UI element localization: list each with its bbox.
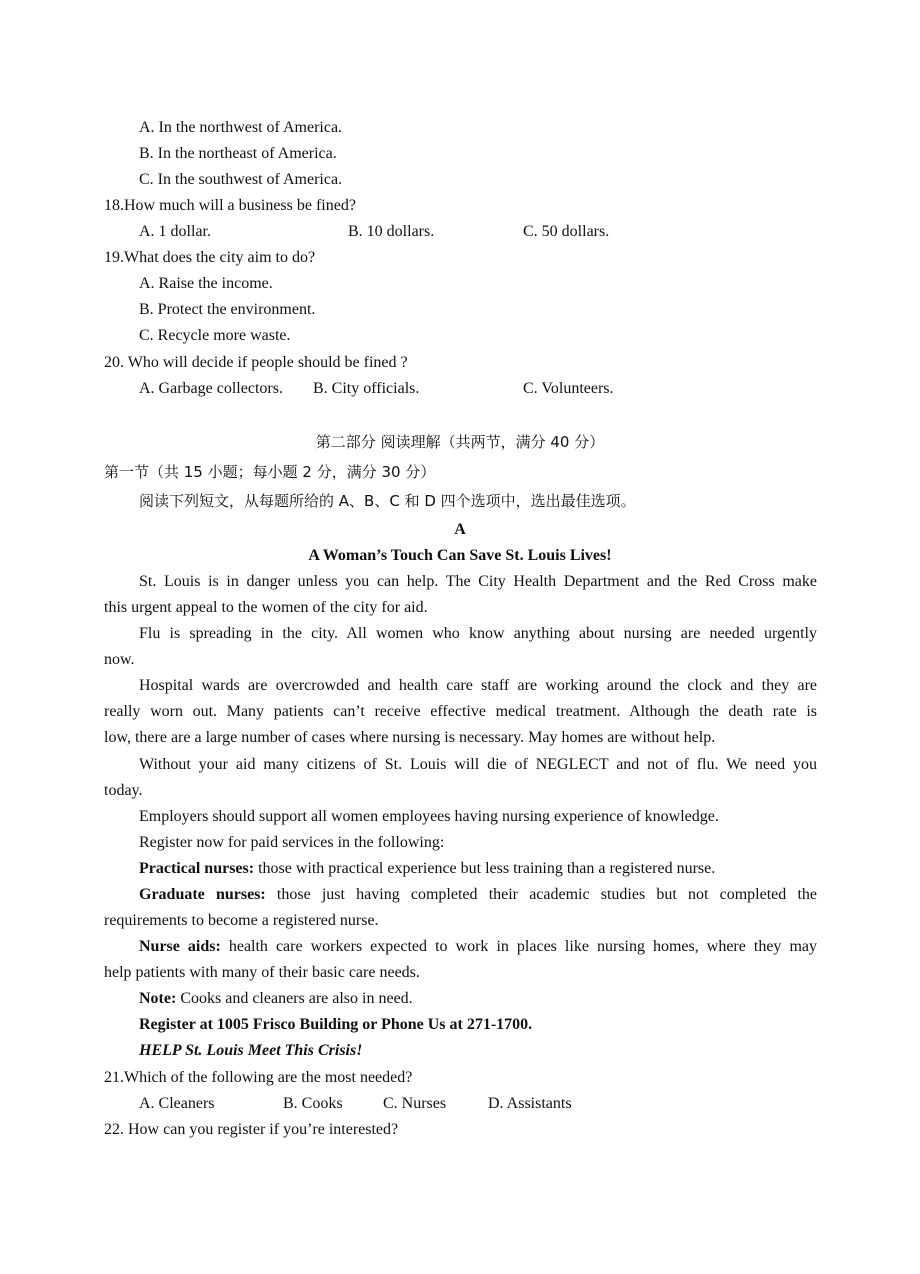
q20-option-c: C. Volunteers. bbox=[523, 380, 614, 397]
paragraph-3-line-3: low, there are a large number of cases where nursing is necessary. May homes are without help. bbox=[104, 729, 716, 746]
q18-option-a: A. 1 dollar. bbox=[139, 223, 211, 240]
nurse-aids-line-1 bbox=[139, 934, 817, 960]
graduate-nurses-label: Graduate nurses: bbox=[139, 886, 266, 903]
q18-option-b: B. 10 dollars. bbox=[348, 223, 435, 240]
q19-option-a: A. Raise the income. bbox=[139, 275, 273, 292]
graduate-nurses-line-2: requirements to become a registered nurse. bbox=[104, 912, 379, 929]
paragraph-6: Register now for paid services in the following: bbox=[139, 834, 445, 851]
paragraph-3-line-1: Hospital wards are overcrowded and health care staff are working around the clock and they are bbox=[139, 677, 817, 694]
q21-option-b: B. Cooks bbox=[283, 1095, 343, 1112]
passage-title: A Woman’s Touch Can Save St. Louis Lives! bbox=[308, 547, 612, 564]
q19-stem: 19.What does the city aim to do? bbox=[104, 249, 316, 266]
passage-letter: A bbox=[454, 521, 466, 538]
q21-option-d: D. Assistants bbox=[488, 1095, 572, 1112]
paragraph-4-line-2: today. bbox=[104, 782, 143, 799]
q20-option-a: A. Garbage collectors. bbox=[139, 380, 283, 397]
practical-nurses-label: Practical nurses: bbox=[139, 860, 255, 877]
nurse-aids-label: Nurse aids: bbox=[139, 938, 221, 955]
register-line: Register at 1005 Frisco Building or Phone Us at 271-1700. bbox=[139, 1016, 533, 1033]
reading-instruction: 阅读下列短文，从每题所给的 A、B、C 和 D 四个选项中，选出最佳选项。 bbox=[139, 492, 636, 510]
paragraph-5: Employers should support all women employees having nursing experience of knowledge. bbox=[139, 808, 719, 825]
q17-option-a: A. In the northwest of America. bbox=[139, 119, 343, 136]
paragraph-3-line-2: really worn out. Many patients can’t receive effective medical treatment. Although the death rate is bbox=[104, 703, 817, 720]
practical-nurses-line bbox=[139, 856, 817, 882]
q18-options bbox=[139, 219, 817, 245]
graduate-nurses-line-1 bbox=[139, 882, 817, 908]
paragraph-2-line-2: now. bbox=[104, 651, 135, 668]
paragraph-1-line-1: St. Louis is in danger unless you can help. The City Health Department and the Red Cross make bbox=[139, 573, 817, 590]
q21-stem: 21.Which of the following are the most needed? bbox=[104, 1069, 413, 1086]
section1-heading: 第一节（共 15 小题；每小题 2 分，满分 30 分） bbox=[104, 463, 436, 481]
graduate-nurses-text: those just having completed their academic studies but not completed the bbox=[265, 886, 817, 903]
note-label: Note: bbox=[139, 990, 177, 1007]
part2-title: 第二部分 阅读理解（共两节，满分 40 分） bbox=[315, 433, 605, 451]
note-line bbox=[139, 986, 817, 1012]
q19-option-b: B. Protect the environment. bbox=[139, 301, 316, 318]
q21-option-c: C. Nurses bbox=[383, 1095, 447, 1112]
q21-options bbox=[139, 1091, 817, 1117]
q20-options bbox=[139, 376, 817, 402]
q20-option-b: B. City officials. bbox=[313, 380, 420, 397]
paragraph-1-line-2: this urgent appeal to the women of the city for aid. bbox=[104, 599, 428, 616]
nurse-aids-line-2: help patients with many of their basic care needs. bbox=[104, 964, 420, 981]
q22-stem: 22. How can you register if you’re interested? bbox=[104, 1121, 399, 1138]
q19-option-c: C. Recycle more waste. bbox=[139, 327, 291, 344]
q17-option-b: B. In the northeast of America. bbox=[139, 145, 337, 162]
note-text: Cooks and cleaners are also in need. bbox=[176, 990, 413, 1007]
paragraph-2-line-1: Flu is spreading in the city. All women who know anything about nursing are needed urgently bbox=[139, 625, 817, 642]
q20-stem: 20. Who will decide if people should be fined ? bbox=[104, 354, 408, 371]
q17-option-c: C. In the southwest of America. bbox=[139, 171, 343, 188]
paragraph-4-line-1: Without your aid many citizens of St. Louis will die of NEGLECT and not of flu. We need you bbox=[139, 756, 817, 773]
q21-option-a: A. Cleaners bbox=[139, 1095, 215, 1112]
help-line: HELP St. Louis Meet This Crisis! bbox=[139, 1042, 363, 1059]
q18-stem: 18.How much will a business be fined? bbox=[104, 197, 356, 214]
practical-nurses-text: those with practical experience but less training than a registered nurse. bbox=[254, 860, 716, 877]
q18-option-c: C. 50 dollars. bbox=[523, 223, 610, 240]
nurse-aids-text: health care workers expected to work in places like nursing homes, where they may bbox=[220, 938, 818, 955]
